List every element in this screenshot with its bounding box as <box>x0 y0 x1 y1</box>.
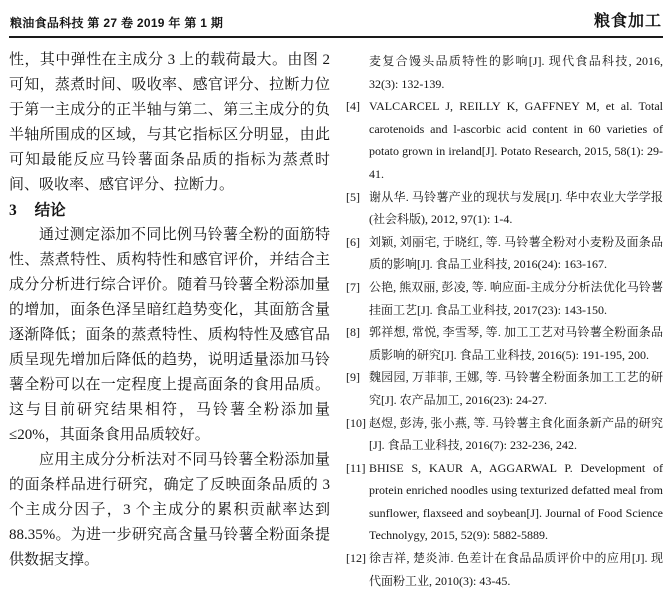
reference-text: 赵煜, 彭涛, 张小燕, 等. 马铃薯主食化面条新产品的研究[J]. 食品工业科技, 2016(7): 232-236, 242. <box>369 415 663 453</box>
reference-text: 郭祥想, 常悦, 李雪琴, 等. 加工工艺对马铃薯全粉面条品质影响的研究[J]. 食品工业科技, 2016(5): 191-195, 200. <box>369 325 663 362</box>
reference-item-6 <box>346 231 663 276</box>
two-column-body <box>9 48 663 592</box>
reference-item-11 <box>346 457 663 547</box>
reference-text: 谢从华. 马铃薯产业的现状与发展[J]. 华中农业大学学报(社会科版), 2012, 97(1): 1-4. <box>369 189 663 227</box>
paragraph-pca-discussion: 性，其中弹性在主成分 3 上的载荷最大。由图 2 可知，蒸煮时间、吸收率、感官评分、拉断力位于第一主成分的正半轴与第二、第三主成分的负半轴所围成的区域，与其它指标区分明显，由此可知最能反应马铃薯面条品质的指标为蒸煮时间、吸收率、感官评分、拉断力。 <box>9 52 330 193</box>
reference-item-10 <box>346 412 663 457</box>
reference-number: [8] <box>346 325 360 340</box>
section-title: 结论 <box>34 202 66 219</box>
reference-item-8 <box>346 321 663 366</box>
reference-item-5 <box>346 186 663 231</box>
reference-number: [7] <box>346 279 360 294</box>
paragraph-conclusion-1: 通过测定添加不同比例马铃薯全粉的面筋特性、蒸煮特性、质构特性和感官评价，并结合主成分分析进行综合评价。随着马铃薯全粉添加量的增加，面条色泽呈暗红趋势变化，其面筋含量逐渐降低；面条的蒸煮特性、质构特性及感官品质呈现先增加后降低的趋势，说明适量添加马铃薯全粉可以在一定程度上提高面条的食用品质。这与目前研究结果相符，马铃薯全粉添加量≤20%，其面条食用品质较好。 <box>9 227 330 443</box>
reference-number: [4] <box>346 99 360 114</box>
page-header <box>9 6 663 38</box>
reference-number: [6] <box>346 234 360 249</box>
reference-continuation: 麦复合馒头品质特性的影响[J]. 现代食品科技, 2016, 32(3): 132-139. <box>369 54 663 91</box>
section-heading-conclusion <box>9 198 330 223</box>
section-number: 3 <box>9 202 17 219</box>
left-column <box>9 48 330 592</box>
reference-text: 魏园园, 万菲菲, 王娜, 等. 马铃薯全粉面条加工工艺的研究[J]. 农产品加工, 2016(23): 24-27. <box>369 370 663 407</box>
paragraph-conclusion-2: 应用主成分分析法对不同马铃薯全粉添加量的面条样品进行研究，确定了反映面条品质的 3 个主成分因子，3 个主成分的累积贡献率达到 88.35%。为进一步研究高含量马铃薯全粉面条提供数据支撑。 <box>9 452 330 568</box>
reference-number: [11] <box>346 460 366 475</box>
reference-number: [5] <box>346 189 360 204</box>
reference-item-7 <box>346 276 663 321</box>
reference-number: [9] <box>346 370 360 385</box>
reference-item-12 <box>346 547 663 592</box>
reference-text: BHISE S, KAUR A, AGGARWAL P. Development of protein enriched noodles using texturized defatted meal from sunflower, flaxseed and soybean[J]. Journal of Food Science Technolygy, 2015, 52(9): 5882-5889. <box>369 460 663 543</box>
reference-item-9 <box>346 366 663 411</box>
section-label: 粮食加工 <box>593 13 662 30</box>
reference-text: 徐吉祥, 楚炎沛. 色差计在食品品质评价中的应用[J]. 现代面粉工业, 2010(3): 43-45. <box>369 551 663 588</box>
reference-number: [12] <box>346 551 366 566</box>
references-column <box>346 48 663 592</box>
reference-item-4 <box>346 95 663 185</box>
reference-number: [10] <box>346 415 366 430</box>
reference-text: VALCARCEL J, REILLY K, GAFFNEY M, et al. Total carotenoids and l-ascorbic acid content in 60 varieties of potato grown in ireland[J]. Potato Research, 2015, 58(1): 29-41. <box>369 99 663 181</box>
reference-text: 公艳, 熊双丽, 彭凌, 等. 响应面-主成分分析法优化马铃薯挂面工艺[J]. 食品工业科技, 2017(23): 143-150. <box>369 279 663 317</box>
reference-text: 刘颖, 刘丽宅, 于晓红, 等. 马铃薯全粉对小麦粉及面条品质的影响[J]. 食品工业科技, 2016(24): 163-167. <box>369 234 663 272</box>
journal-citation: 粮油食品科技 第 27 卷 2019 年 第 1 期 <box>10 16 224 30</box>
